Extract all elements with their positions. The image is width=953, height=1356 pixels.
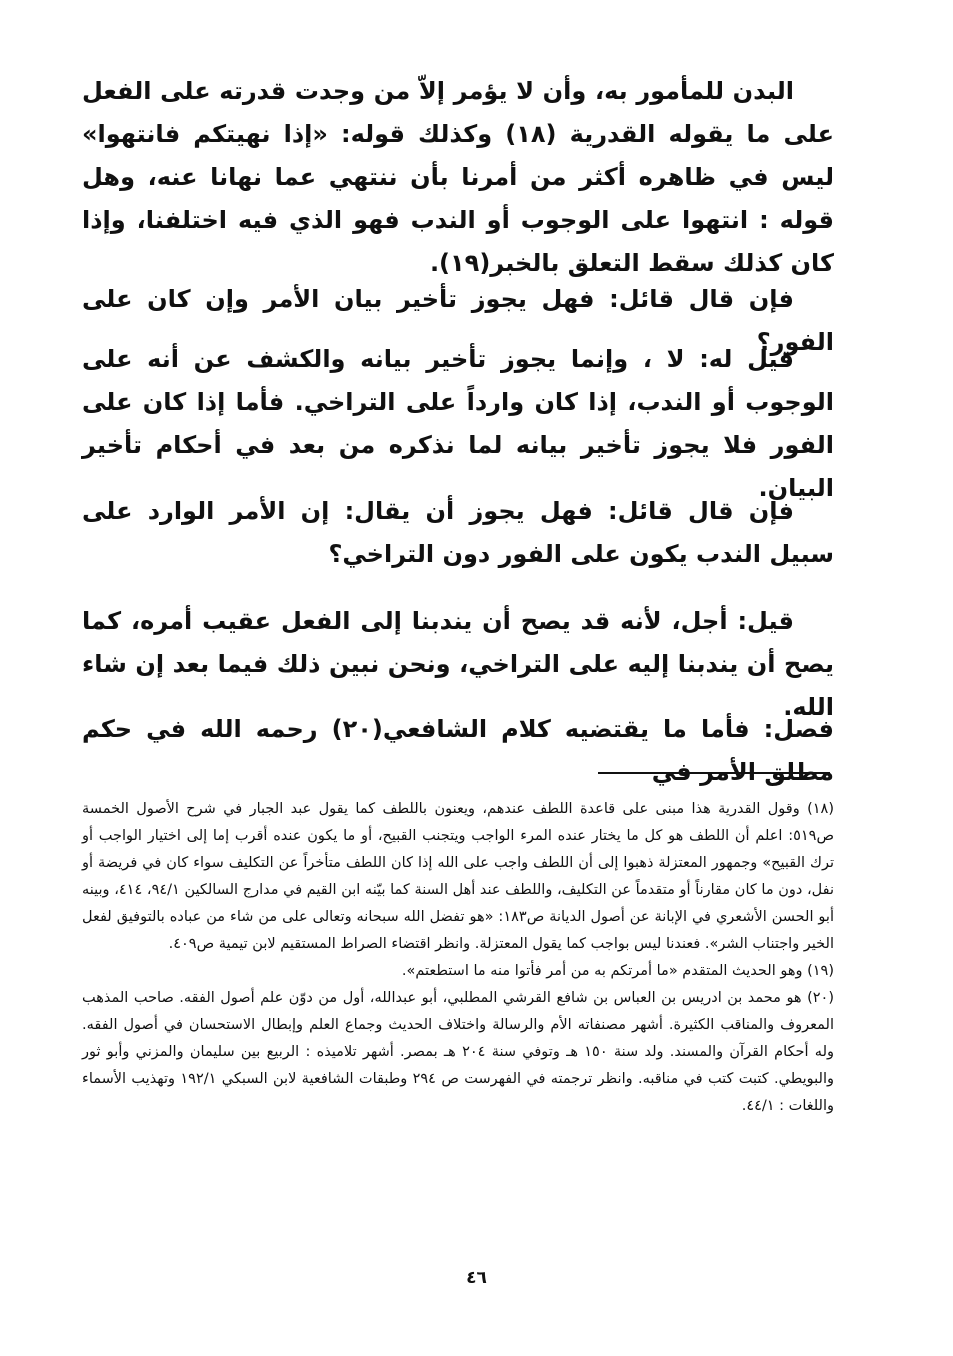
footnote-18: (١٨) وقول القدرية هذا مبنى على قاعدة اللطف عندهم، ويعنون باللطف كما يقول عبد الجبار في شرح الأصول الخمسة ص٥١٩: اعلم أن اللطف هو كل ما يختار عنده المرء الواجب ويتجنب القبيح، أو ما يكون عنده أقرب إما إلى اختيار الواجب أو ترك القبيح» وجمهور المعتزلة ذهبوا إلى أن اللطف واجب على الله إذا كان اللطف متأخراً عن التكليف سواء كان في فريضة أو نفل، دون ما كان مقارناً أو متقدماً عن التكليف، واللطف عند أهل السنة كما بيّنه ابن القيم في مدارج السالكين ٩٤/١، ٤١٤، وبينه أبو الحسن الأشعري في الإبانة عن أصول الديانة ص١٨٣: «هو تفضل الله سبحانه وتعالى على من شاء من عباده بالتوفيق لفعل الخير واجتناب الشر». فعندنا ليس بواجب كما يقول المعتزلة. وانظر اقتضاء الصراط المستقيم لابن تيمية ص٤٠٩. bbox=[82, 801, 834, 952]
page-number: ٤٦ bbox=[466, 1268, 487, 1288]
paragraph-2: فإن قال قائل: فهل يجوز تأخير بيان الأمر وإن كان على الفور؟ bbox=[82, 285, 834, 356]
paragraph-1: البدن للمأمور به، وأن لا يؤمر إلاّ من وجدت قدرته على الفعل على ما يقوله القدرية (١٨) وكذلك قوله: «إذا نهيتكم فانتهوا» ليس في ظاهره أكثر من أمرنا بأن ننتهي عما نهانا عنه، وهل قوله : انتهوا على الوجوب أو الندب فهو الذي فيه اختلفنا، وإذا كان كذلك سقط التعلق بالخبر(١٩). bbox=[82, 77, 834, 277]
paragraph-3: قيل له: لا ، وإنما يجوز تأخير بيانه والكشف عن أنه على الوجوب أو الندب، إذا كان وارداً على التراخي. فأما إذا كان على الفور فلا يجوز تأخير بيانه لما نذكره من بعد في أحكام تأخير البيان. bbox=[82, 345, 834, 502]
footnote-divider bbox=[598, 772, 830, 774]
paragraph-4: فإن قال قائل: فهل يجوز أن يقال: إن الأمر الوارد على سبيل الندب يكون على الفور دون التراخي؟ bbox=[82, 497, 834, 568]
section-paragraph-text: فأما ما يقتضيه كلام الشافعي(٢٠) رحمه الله في حكم مطلق الأمر في bbox=[82, 715, 834, 786]
footnote-19: (١٩) وهو الحديث المتقدم «ما أمرتكم به من أمر فأتوا منه ما استطعتم». bbox=[401, 963, 834, 979]
section-heading: فصل: bbox=[763, 715, 835, 743]
paragraph-5: قيل: أجل، لأنه قد يصح أن يندبنا إلى الفعل عقيب أمره، كما يصح أن يندبنا إليه على التراخي، ونحن نبين ذلك فيما بعد إن شاء الله. bbox=[82, 607, 834, 721]
footnote-20: (٢٠) هو محمد بن ادريس بن العباس بن شافع القرشي المطلبي، أبو عبدالله، أول من دوّن علم أصول الفقه. صاحب المذهب المعروف والمناقب الكثيرة. أشهر مصنفاته الأم والرسالة واختلاف الحديث وجماع العلم وإبطال الاستحسان في أصول الفقه. وله أحكام القرآن والمسند. ولد سنة ١٥٠ هـ وتوفي سنة ٢٠٤ هـ بمصر. أشهر تلاميذه : الربيع بين سليمان والمزني وأبو ثور والبويطي. كتبت كتب في مناقبه. وانظر ترجمته في الفهرست ص ٢٩٤ وطبقات الشافعية لابن السبكي ١٩٢/١ وتهذيب الأسماء واللغات : ٤٤/١. bbox=[82, 990, 834, 1114]
footnotes bbox=[82, 796, 834, 1120]
section-paragraph bbox=[82, 708, 834, 794]
